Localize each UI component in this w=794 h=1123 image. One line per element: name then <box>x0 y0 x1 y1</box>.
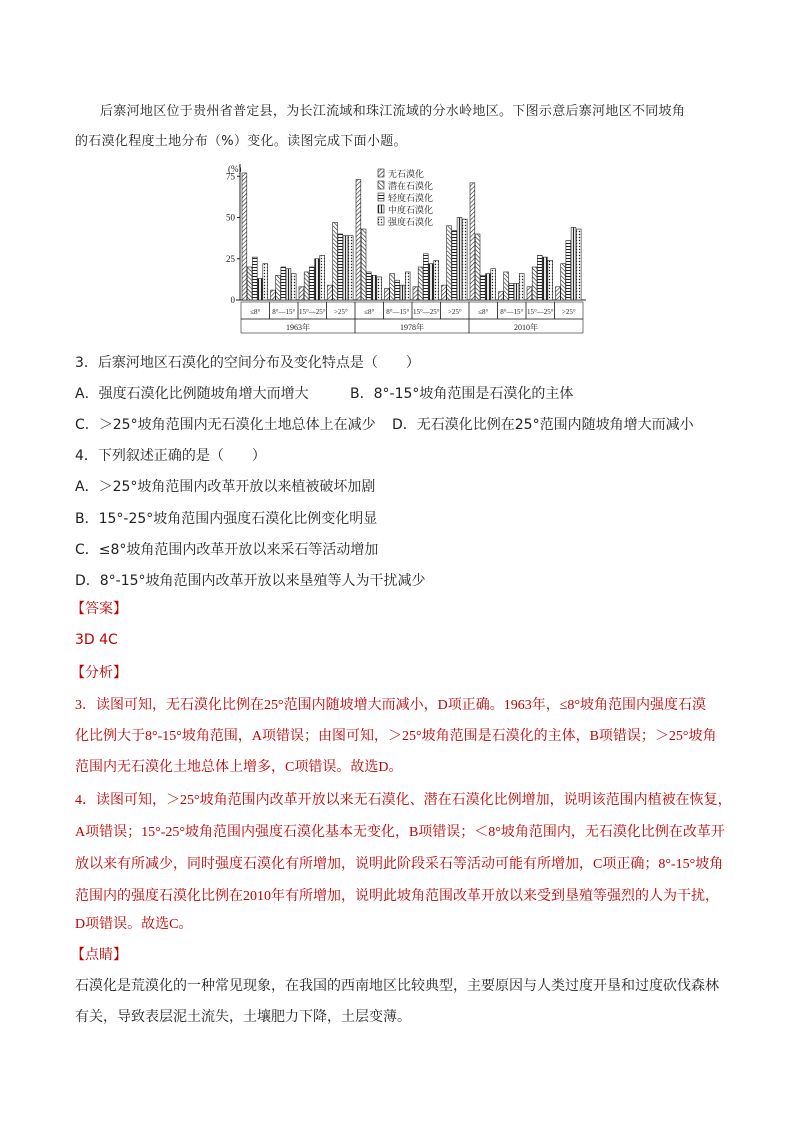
bar <box>390 274 395 300</box>
category-label: ≤8° <box>364 308 375 316</box>
bar <box>252 257 257 300</box>
bar <box>348 236 353 300</box>
bar <box>281 267 286 300</box>
year-label: 1978年 <box>400 323 424 332</box>
bar <box>361 229 366 300</box>
bar <box>576 229 581 300</box>
bar <box>561 264 566 300</box>
q4-option-d[interactable]: D．8°-15°坡角范围内改革开放以来垦殖等人为干扰减少 <box>75 573 426 589</box>
category-label: 8°—15° <box>272 308 296 316</box>
legend-label: 潜在石漠化 <box>388 181 434 191</box>
category-label: 15°—25° <box>526 308 554 316</box>
legend-label: 中度石漠化 <box>388 205 434 215</box>
analysis-line: 放以来有所减少，同时强度石漠化有所增加，说明此阶段采石等活动可能有所增加，C项正确；8°-15°坡角 <box>75 857 724 872</box>
legend-label: 无石漠化 <box>388 169 425 179</box>
bar <box>509 284 514 301</box>
legend-swatch <box>378 193 384 201</box>
bar <box>304 272 309 300</box>
bar <box>405 272 410 300</box>
q4-option-c[interactable]: C．≤8°坡角范围内改革开放以来采石等活动增加 <box>75 542 379 558</box>
bar <box>299 287 304 300</box>
bar <box>543 257 548 300</box>
bar <box>514 284 519 301</box>
year-label: 2010年 <box>514 323 538 332</box>
category-label: ≤8° <box>478 308 489 316</box>
category-label: 8°—15° <box>500 308 524 316</box>
year-label: 1963年 <box>286 323 310 332</box>
bar <box>276 275 281 300</box>
bar <box>527 287 532 300</box>
q4-option-a[interactable]: A．＞25°坡角范围内改革开放以来植被破坏加剧 <box>75 479 376 495</box>
bar <box>413 287 418 300</box>
y-tick-label: 0 <box>230 295 235 305</box>
bar <box>400 285 405 300</box>
q4-option-b[interactable]: B．15°-25°坡角范围内强度石漠化比例变化明显 <box>75 511 378 527</box>
bar <box>429 264 434 300</box>
legend-label: 轻度石漠化 <box>388 193 434 203</box>
y-tick-label: 50 <box>226 212 235 223</box>
q3-option-c[interactable]: C．＞25°坡角范围内无石漠化土地总体上在减少 <box>75 417 376 433</box>
answer-text: 3D 4C <box>75 632 118 648</box>
tip-line: 石漠化是荒漠化的一种常见现象，在我国的西南地区比较典型，主要原因与人类过度开垦和过度砍伐森林 <box>75 978 719 994</box>
bar <box>486 274 491 300</box>
stone-desertification-chart <box>218 158 590 340</box>
bar <box>537 255 542 300</box>
bar <box>442 285 447 300</box>
category-label: 15°—25° <box>412 308 440 316</box>
category-label: ≤8° <box>250 308 261 316</box>
bar <box>343 236 348 300</box>
bar <box>499 292 504 300</box>
tip-heading: 【点睛】 <box>71 947 127 963</box>
bar <box>548 260 553 300</box>
y-tick-label: 25 <box>226 253 235 264</box>
bar <box>320 255 325 300</box>
q3-option-d[interactable]: D．无石漠化比例在25°范围内随坡角增大而减小 <box>392 417 694 433</box>
bar <box>356 180 361 300</box>
bar <box>263 264 268 300</box>
legend-swatch <box>378 205 384 213</box>
bar <box>286 269 291 300</box>
y-axis-unit: (%) <box>228 164 242 174</box>
bar <box>366 272 371 300</box>
analysis-line: D项错误。故选C。 <box>75 917 193 932</box>
bar <box>247 267 252 300</box>
category-label: 8°—15° <box>386 308 410 316</box>
analysis-heading: 【分析】 <box>71 665 127 681</box>
bar <box>447 226 452 300</box>
bar <box>519 274 524 300</box>
bar <box>480 275 485 300</box>
bar <box>571 227 576 300</box>
bar <box>504 272 509 300</box>
answer-heading: 【答案】 <box>71 601 127 617</box>
bar <box>532 267 537 300</box>
bar <box>258 279 263 300</box>
bar <box>315 259 320 300</box>
q4-stem: 4．下列叙述正确的是（ ） <box>75 448 266 464</box>
category-label: >25° <box>447 308 462 316</box>
bar <box>556 287 561 300</box>
bar <box>475 234 480 300</box>
analysis-line: A项错误；15°-25°坡角范围内强度石漠化基本无变化，B项错误；＜8°坡角范围内，无石漠化比例在改革开 <box>75 825 725 840</box>
bar <box>452 231 457 300</box>
bar <box>566 241 571 300</box>
bar <box>462 219 467 300</box>
bar <box>385 288 390 300</box>
q3-option-a[interactable]: A．强度石漠化比例随坡角增大而增大 <box>75 386 309 402</box>
legend-label: 强度石漠化 <box>388 217 434 227</box>
bar <box>423 254 428 300</box>
bar <box>491 269 496 300</box>
q3-stem: 3．后寨河地区石漠化的空间分布及变化特点是（ ） <box>75 355 420 371</box>
legend-swatch <box>378 217 384 225</box>
bar <box>372 275 377 300</box>
legend-swatch <box>378 169 384 177</box>
bar <box>395 280 400 300</box>
bar <box>338 234 343 300</box>
analysis-line: 化比例大于8°-15°坡角范围，A项错误；由图可知，＞25°坡角范围是石漠化的主体，B项错误；＞25°坡角 <box>75 729 717 744</box>
legend-swatch <box>378 181 384 189</box>
category-label: >25° <box>333 308 348 316</box>
bar <box>333 222 338 300</box>
bar <box>377 277 382 300</box>
analysis-line: 范围内的强度石漠化比例在2010年有所增加，说明此坡角范围改革开放以来受到垦殖等强烈的人为干扰， <box>75 889 719 904</box>
bar <box>309 267 314 300</box>
bar <box>470 183 475 300</box>
intro-line-1: 后寨河地区位于贵州省普定县，为长江流域和珠江流域的分水岭地区。下图示意后寨河地区不同坡角 <box>100 104 686 119</box>
bar <box>271 290 276 300</box>
y-tick-label: 75 <box>226 171 235 182</box>
analysis-line: 3．读图可知，无石漠化比例在25°范围内随坡增大而减小，D项正确。1963年，≤8°坡角范围内强度石漠 <box>75 698 706 713</box>
q3-option-b[interactable]: B．8°-15°坡角范围是石漠化的主体 <box>350 386 574 402</box>
bar <box>434 260 439 300</box>
intro-line-2: 的石漠化程度土地分布（%）变化。读图完成下面小题。 <box>75 134 407 149</box>
analysis-line: 4．读图可知，＞25°坡角范围内改革开放以来无石漠化、潜在石漠化比例增加，说明该范围内植被在恢复， <box>75 793 732 808</box>
bar <box>418 267 423 300</box>
bar <box>457 218 462 301</box>
bar <box>328 285 333 300</box>
analysis-line: 范围内无石漠化土地总体上增多，C项错误。故选D。 <box>75 760 403 775</box>
tip-line: 有关，导致表层泥土流失，土壤肥力下降，土层变薄。 <box>75 1009 411 1025</box>
category-label: 15°—25° <box>298 308 326 316</box>
category-label: >25° <box>561 308 576 316</box>
bar <box>242 173 247 300</box>
bar <box>291 274 296 300</box>
